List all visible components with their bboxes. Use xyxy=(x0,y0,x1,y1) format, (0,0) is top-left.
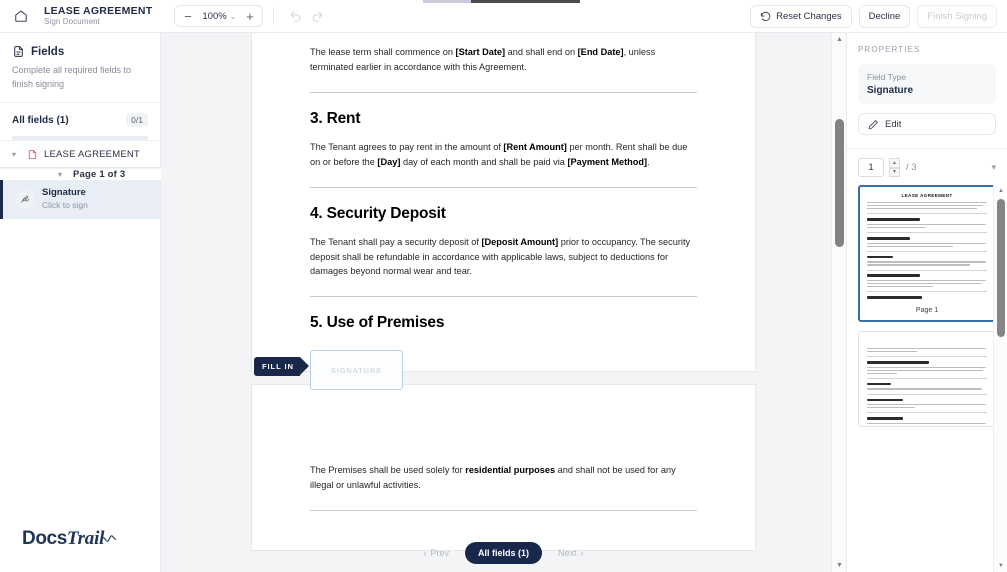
page-navigator xyxy=(847,149,1007,185)
signature-pen-icon xyxy=(20,194,30,204)
sidebar-subtitle: Complete all required fields to finish signing xyxy=(12,65,132,89)
rent-post: . xyxy=(647,156,650,167)
rent-pre: The Tenant agrees to pay rent in the amount of xyxy=(310,141,504,152)
chevron-right-icon: › xyxy=(580,547,584,558)
all-fields-summary xyxy=(0,103,160,140)
document-scroll-area[interactable] xyxy=(161,33,846,572)
docstrail-logo xyxy=(22,528,117,550)
signature-field-icon-wrap xyxy=(15,190,34,209)
thumb-line xyxy=(867,367,986,368)
paragraph-security-deposit xyxy=(310,235,697,280)
thumb-rule xyxy=(867,291,987,292)
sidebar-group-page-label: Page 1 of 3 xyxy=(73,169,126,180)
page-total-label: / 3 xyxy=(906,162,917,173)
signature-field-name: Signature xyxy=(42,187,86,198)
thumb-line xyxy=(867,388,982,389)
sidebar-header-row xyxy=(12,45,148,58)
chevron-down-icon: ▾ xyxy=(12,150,17,159)
logo-squiggle-icon xyxy=(102,533,117,544)
section-divider xyxy=(310,92,697,93)
page-thumbnails-list[interactable] xyxy=(847,185,1007,572)
next-field-button[interactable] xyxy=(548,542,594,563)
lease-term-mid: and shall end on xyxy=(505,47,578,57)
section-divider xyxy=(310,187,697,188)
zoom-out-button[interactable]: − xyxy=(184,8,192,24)
toolbar-divider xyxy=(273,7,274,25)
premises-pre: The Premises shall be used solely for xyxy=(310,465,466,475)
thumb-line xyxy=(867,224,986,225)
signature-placeholder: SIGNATURE xyxy=(330,365,383,375)
logo-part-docs: Docs xyxy=(22,528,67,549)
document-page-1 xyxy=(252,33,755,375)
all-fields-label: All fields (1) xyxy=(12,114,69,126)
all-fields-button-label: All fields (1) xyxy=(477,547,529,558)
thumb-line xyxy=(867,280,986,281)
properties-panel xyxy=(846,33,1007,572)
chevron-down-icon[interactable]: ▾ xyxy=(991,162,996,172)
thumb-heading xyxy=(867,256,893,259)
all-fields-row xyxy=(12,113,148,127)
thumb-line xyxy=(867,370,983,371)
sliver-left xyxy=(423,0,471,3)
paragraph-lease-term xyxy=(310,45,697,75)
thumb-heading xyxy=(867,417,903,420)
thumb-heading xyxy=(867,383,891,386)
field-type-label: Field Type xyxy=(867,72,907,82)
thumb-rule xyxy=(867,356,987,357)
thumb-heading xyxy=(867,237,910,240)
home-icon xyxy=(14,9,28,23)
premises-bold: residential purposes xyxy=(465,465,556,475)
page-stepper-down[interactable]: ▼ xyxy=(889,168,900,178)
thumb-heading xyxy=(867,361,929,364)
paragraph-rent xyxy=(310,140,697,170)
zoom-in-button[interactable]: + xyxy=(246,8,254,24)
redo-button[interactable] xyxy=(306,5,328,27)
signature-field-hint: Click to sign xyxy=(42,199,88,210)
heading-rent: 3. Rent xyxy=(310,109,361,127)
sidebar-title: Fields xyxy=(31,45,65,58)
premises-post: and shall not be used for any illegal or unlawful activities. xyxy=(310,465,676,490)
thumb-line xyxy=(867,243,986,244)
deposit-post: prior to occupancy. The security deposit shall be refundable in accordance with applicable laws, subject to deductions for damages beyond normal wear and tear. xyxy=(310,236,691,277)
thumb-line xyxy=(867,423,986,424)
sidebar-header xyxy=(0,33,160,103)
document-viewer xyxy=(161,33,846,572)
thumb-line xyxy=(867,246,953,247)
scroll-down-arrow-icon[interactable]: ▼ xyxy=(836,562,843,569)
chevron-down-icon: ▾ xyxy=(58,170,63,179)
document-scrollbar[interactable] xyxy=(831,33,846,572)
placeholder-day: [Day] xyxy=(377,156,401,167)
finish-signing-label: Finish Signing xyxy=(927,10,987,22)
next-label: Next xyxy=(558,547,577,558)
pdf-file-icon xyxy=(27,149,38,160)
placeholder-rent-amount: [Rent Amount] xyxy=(503,141,567,152)
heading-use-of-premises: 5. Use of Premises xyxy=(310,314,445,332)
lease-term-pre: The lease term shall commence on xyxy=(310,47,456,57)
document-subtitle: Sign Document xyxy=(44,16,100,26)
zoom-control xyxy=(174,5,263,27)
reset-changes-label: Reset Changes xyxy=(776,10,842,22)
lease-term-post: , unless terminated earlier in accordance with this Agreement. xyxy=(310,47,656,72)
placeholder-payment-method: [Payment Method] xyxy=(567,156,648,167)
thumb-rule xyxy=(867,412,987,413)
document-title-block xyxy=(44,6,166,26)
thumb2-top-space xyxy=(867,339,987,348)
thumb-line xyxy=(867,348,986,349)
document-scrollbar-thumb[interactable] xyxy=(835,119,844,247)
undo-icon xyxy=(289,10,302,23)
home-button[interactable] xyxy=(8,3,34,29)
sidebar-group-document[interactable] xyxy=(0,140,160,168)
paragraph-premises-use xyxy=(310,463,697,493)
chevron-down-icon[interactable]: ⌄ xyxy=(229,11,237,21)
page-thumbnail-2[interactable] xyxy=(858,331,996,427)
document-icon xyxy=(12,45,25,58)
thumb-line xyxy=(867,283,981,284)
page-wrap-1 xyxy=(161,33,846,375)
properties-title: PROPERTIES xyxy=(858,45,921,54)
fill-in-label: FILL IN xyxy=(262,362,294,372)
thumb-line xyxy=(867,373,897,374)
page-number-input[interactable]: 1 xyxy=(858,158,884,177)
thumb-rule xyxy=(867,270,987,271)
thumb-heading xyxy=(867,274,920,277)
finish-signing-button[interactable] xyxy=(917,5,997,28)
brand-logo xyxy=(0,528,160,572)
document-title: LEASE AGREEMENT xyxy=(44,4,153,17)
rent-mid2: day of each month and shall be paid via xyxy=(400,156,568,167)
section-divider xyxy=(310,296,697,297)
top-progress-sliver xyxy=(423,0,580,3)
thumb-line xyxy=(867,286,933,287)
page-number-stepper xyxy=(889,158,900,177)
heading-security-deposit: 4. Security Deposit xyxy=(310,204,446,222)
thumb-line xyxy=(867,407,915,408)
thumb-rule xyxy=(867,251,987,252)
thumb-heading xyxy=(867,296,922,299)
redo-icon xyxy=(311,10,324,23)
zoom-level-value[interactable]: 100% xyxy=(202,10,227,22)
thumb-line xyxy=(867,261,986,262)
scroll-up-arrow-icon[interactable]: ▲ xyxy=(836,36,843,43)
all-fields-button[interactable] xyxy=(465,542,542,564)
sidebar-spacer xyxy=(0,219,160,528)
rent-mid: per month. Rent shall be due on or before the xyxy=(310,141,688,167)
thumb-heading xyxy=(867,399,903,402)
signature-field-text xyxy=(42,188,88,211)
fill-in-tag[interactable] xyxy=(254,357,300,376)
decline-button[interactable] xyxy=(859,5,911,28)
reset-changes-button[interactable] xyxy=(750,5,851,28)
thumb-heading xyxy=(867,218,920,221)
sliver-right xyxy=(471,0,580,3)
thumb-rule xyxy=(867,378,987,379)
field-type-card xyxy=(858,64,996,104)
thumb-line xyxy=(867,351,917,352)
placeholder-deposit-amount: [Deposit Amount] xyxy=(481,236,559,247)
thumb-scroll-down-icon[interactable]: ▼ xyxy=(998,563,1004,569)
field-type-value: Signature xyxy=(867,85,914,96)
sidebar-group-document-label: LEASE AGREEMENT xyxy=(44,149,140,160)
logo-part-trail: Trail xyxy=(66,528,105,549)
thumb-scroll-up-icon[interactable]: ▲ xyxy=(998,188,1004,194)
thumb-line xyxy=(867,205,983,206)
thumb-line xyxy=(867,404,986,405)
placeholder-start-date: [Start Date] xyxy=(455,47,506,57)
properties-section xyxy=(847,33,1007,104)
section-divider xyxy=(310,510,697,511)
prev-field-button[interactable] xyxy=(413,542,459,563)
thumbnail-scrollbar[interactable] xyxy=(993,185,1007,572)
deposit-pre: The Tenant shall pay a security deposit of xyxy=(310,236,482,247)
signature-field-box[interactable] xyxy=(310,350,403,390)
reset-icon xyxy=(760,11,771,22)
thumb-line xyxy=(867,208,977,209)
app-body xyxy=(0,33,1007,572)
thumbnail-scrollbar-thumb[interactable] xyxy=(997,199,1005,337)
thumbnail-1-label: Page 1 xyxy=(915,306,939,314)
undo-button[interactable] xyxy=(284,5,306,27)
signature-field-row xyxy=(262,346,697,412)
chevron-left-icon: ‹ xyxy=(423,547,427,558)
page-thumbnail-1[interactable] xyxy=(858,185,996,322)
edit-label: Edit xyxy=(885,118,902,130)
thumb-rule xyxy=(867,394,987,395)
fields-sidebar xyxy=(0,33,161,572)
field-navigation-footer xyxy=(161,533,846,572)
page-stepper-up[interactable]: ▲ xyxy=(889,158,900,168)
thumbnail-1-title: LEASE AGREEMENT xyxy=(901,193,953,198)
top-toolbar xyxy=(0,0,1007,33)
pencil-icon xyxy=(868,119,879,130)
all-fields-count-badge: 0/1 xyxy=(126,113,148,127)
edit-field-button[interactable] xyxy=(858,113,996,135)
thumb-line xyxy=(867,264,970,265)
thumb-line xyxy=(867,202,987,203)
sidebar-item-signature-field[interactable] xyxy=(0,180,160,219)
decline-label: Decline xyxy=(868,10,901,22)
placeholder-end-date: [End Date] xyxy=(577,47,624,57)
thumb-rule xyxy=(867,232,987,233)
thumb-line xyxy=(867,227,925,228)
prev-label: Prev xyxy=(430,547,449,558)
thumb-rule xyxy=(867,213,987,214)
